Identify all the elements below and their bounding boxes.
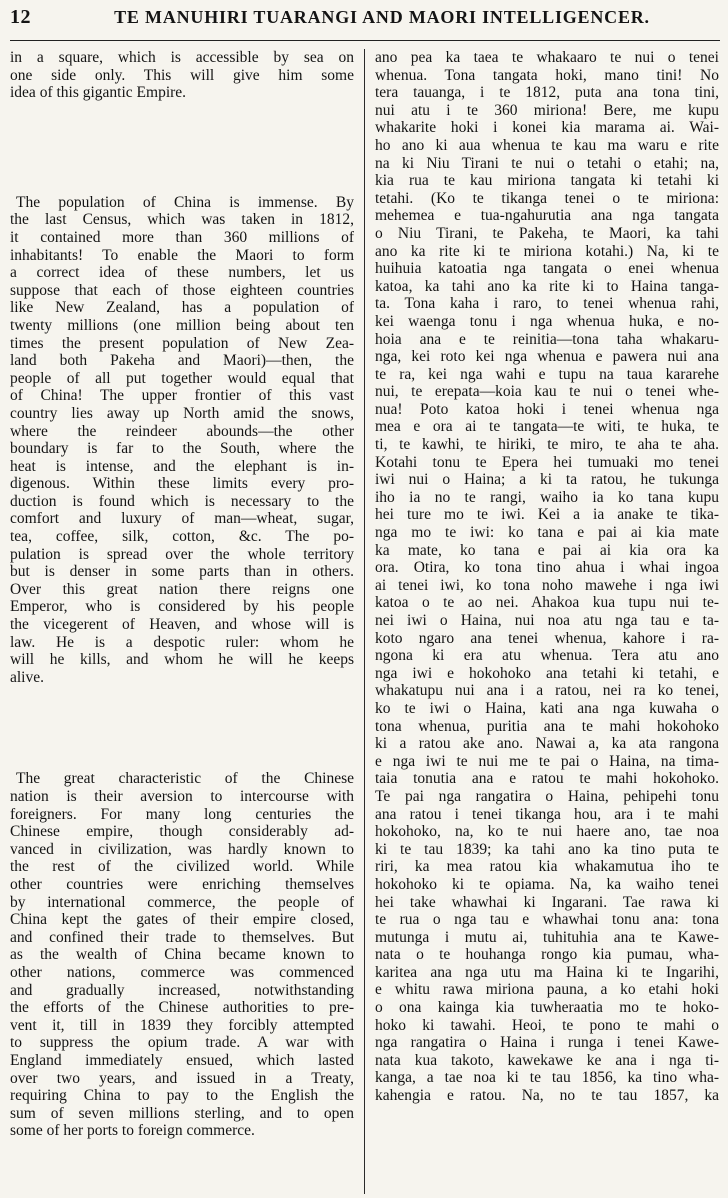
text-line: digenous. Within these limits every pro- xyxy=(10,475,354,493)
running-title: TE MANUHIRI TUARANGI AND MAORI INTELLIGENCER. xyxy=(114,7,650,27)
text-line: The great characteristic of the Chinese xyxy=(16,770,354,788)
text-line: idea of this gigantic Empire. xyxy=(10,84,187,102)
text-line: duction is found which is necessary to the xyxy=(10,492,354,510)
text-line: hokohoko ki te opiama. Na, ka waiho tenei xyxy=(375,875,719,893)
text-line: vent it, till in 1839 they forcibly attempted xyxy=(10,1016,354,1034)
text-line: tera tauanga, i te 1812, puta ana tona tini, xyxy=(375,84,719,102)
text-line: kia rua te kau miriona tangata ki tetahi ki xyxy=(375,172,719,190)
text-line: and confined their trade to themselves. But xyxy=(10,928,354,946)
text-line: inhabitants! To enable the Maori to form xyxy=(10,246,354,264)
text-line: in a square, which is accessible by sea on xyxy=(10,49,354,66)
text-line: foreigners. For many long centuries the xyxy=(10,805,354,823)
text-line: ki te tau 1839; ka tahi ano ka tino puta te xyxy=(375,840,719,858)
text-line: kei waenga tonu i nga whenua huka, e no- xyxy=(375,312,719,330)
text-line: taia tonutia ana e ratou te mahi hokohoko. xyxy=(375,770,719,788)
text-line: mea e ora ai te tangata—te witi, te huka, te xyxy=(375,418,719,436)
text-line: ti, te kawhi, te hiriki, te miro, te aha te aha. xyxy=(375,436,719,454)
text-line: Over this great nation there reigns one xyxy=(10,580,354,598)
text-line: heat is intense, and the elephant is in- xyxy=(10,457,354,475)
text-line: kanga, a tae noa ki te tau 1856, ka tino wha- xyxy=(375,1069,719,1087)
text-line: riri, ka mea ratou kia whakamutua iho te xyxy=(375,858,719,876)
english-column xyxy=(10,49,360,1194)
text-line: te ra, kei nga wahi e tupu na taua kararehe xyxy=(375,365,719,383)
text-line: nei iwi o Haina, nui noa atu nga tau e ta- xyxy=(375,612,719,629)
text-line: a correct idea of these numbers, let us xyxy=(10,264,354,282)
text-line: ko te iwi o Haina, kati ana nga kuwaha o xyxy=(375,699,719,717)
text-line: o ona kainga kia tuwheraatia mo te hoko- xyxy=(375,999,719,1017)
text-line: some of her ports to foreign commerce. xyxy=(10,1122,255,1140)
text-line: hei ture mo te iwi. Kei a ia anake te tika- xyxy=(375,506,719,524)
text-line: huihuia katoatia nga tangata o enei whenua xyxy=(375,260,719,278)
text-line: ano ka rite ki te miriona kotahi.) Na, ki te xyxy=(375,242,719,260)
text-line: hoia ana e te reinitia—tona taha whakaru- xyxy=(375,330,719,348)
text-line: nga iwi e hokohoko ana tetahi ki tetahi, e xyxy=(375,664,719,682)
text-line: land both Pakeha and Maori)—then, the xyxy=(10,352,354,370)
text-line: karitea ana nga utu ma Haina ki te Ingarihi, xyxy=(375,963,719,981)
text-line: vanced in civilization, was hardly known to xyxy=(10,840,354,858)
english-paragraph xyxy=(10,49,354,102)
page-header xyxy=(10,6,720,41)
text-line: whenua. Tona tangata hoki, mano tini! No xyxy=(375,66,719,84)
text-line: like New Zealand, has a population of xyxy=(10,299,354,317)
text-line: katoa o te ao nei. Ahakoa kua tupu nui te- xyxy=(375,594,719,612)
text-line: ano pea ka taea te whakaaro te nui o tenei xyxy=(375,49,719,66)
english-paragraph xyxy=(10,770,354,1139)
maori-paragraph xyxy=(375,49,719,1105)
text-line: twenty millions (one million being about ten xyxy=(10,316,354,334)
text-line: nata kua takoto, kawekawe ke ana i nga ti- xyxy=(375,1051,719,1069)
text-line: but is denser in some parts than in others. xyxy=(10,563,354,581)
text-line: ki a ratou ake ano. Nawai a, ka ata rangona xyxy=(375,735,719,753)
text-line: the rest of the civilized world. While xyxy=(10,858,354,876)
text-line: tona whenua, puritia ana te mahi hokohoko xyxy=(375,717,719,735)
text-line: tetahi. (Ko te tikanga tenei o te miriona: xyxy=(375,189,719,207)
maori-column xyxy=(369,49,719,1194)
text-line: nga mo te iwi: ko tana e pai ai kia mate xyxy=(375,524,719,542)
text-line: tea, coffee, silk, cotton, &c. The po- xyxy=(10,528,354,546)
text-line: kahengia e ratou. Na, no te tau 1857, ka xyxy=(375,1087,719,1105)
text-line: to suppress the opium trade. A war with xyxy=(10,1034,354,1052)
text-line: the efforts of the Chinese authorities to pre- xyxy=(10,999,354,1017)
text-line: as the wealth of China became known to xyxy=(10,946,354,964)
text-line: over two years, and issued in a Treaty, xyxy=(10,1069,354,1087)
text-line: hoko ki tawahi. Heoi, te pono te mahi o xyxy=(375,1016,719,1034)
two-column-body xyxy=(10,49,720,1194)
text-line: times the present population of New Zea- xyxy=(10,334,354,352)
paragraph-spacer xyxy=(10,102,354,194)
text-line: katoa, ka tahi ano ka rite ki to Haina tanga- xyxy=(375,277,719,295)
text-line: ta. Tona kaha i raro, to tenei whenua rahi, xyxy=(375,295,719,313)
text-line: nga rangatira o Haina i runga i tenei Kawe- xyxy=(375,1034,719,1052)
text-line: pulation is spread over the whole territory xyxy=(10,545,354,563)
text-line: other countries were enriching themselves xyxy=(10,875,354,893)
text-line: nation is their aversion to intercourse with xyxy=(10,788,354,805)
text-line: mehemea e tua-ngahurutia ana nga tangata xyxy=(375,207,719,225)
text-line: nui atu i te 360 miriona! Bere, me kupu xyxy=(375,101,719,119)
column-rule xyxy=(364,49,365,1194)
text-line: nata o te houhanga rongo kia pumau, wha- xyxy=(375,946,719,964)
text-line: ho ano ki aua whenua te kau ma waru e rite xyxy=(375,136,719,154)
text-line: people of all put together would equal that xyxy=(10,369,354,387)
text-line: e whitu rawa miriona pauna, a ko etahi hoki xyxy=(375,981,719,999)
text-line: boundary is far to the South, where the xyxy=(10,440,354,458)
text-line: Chinese empire, though considerably ad- xyxy=(10,823,354,841)
text-line: England immediately ensued, which lasted xyxy=(10,1051,354,1069)
text-line: whakarite hoki i konei kia marama ai. Wai- xyxy=(375,119,719,137)
text-line: Emperor, who is considered by his people xyxy=(10,598,354,616)
text-line: will he kills, and whom he will he keeps xyxy=(10,651,354,669)
text-line: other nations, commerce was commenced xyxy=(10,963,354,981)
text-line: where the reindeer abounds—the other xyxy=(10,422,354,440)
english-paragraph xyxy=(10,194,354,687)
text-line: Te pai nga rangatira o Haina, pehipehi tonu xyxy=(375,787,719,805)
text-line: te rua o nga tau e whawhai tonu ana: tona xyxy=(375,911,719,929)
text-line: ora. Otira, ko tona tino ahua i whai ingoa xyxy=(375,559,719,577)
page-number: 12 xyxy=(10,6,31,28)
text-line: by international commerce, the people of xyxy=(10,893,354,911)
text-line: ngona ki era atu whenua. Tera atu ano xyxy=(375,647,719,665)
text-line: suppose that each of those eighteen countries xyxy=(10,281,354,299)
text-line: one side only. This will give him some xyxy=(10,66,354,84)
text-line: the vicegerent of Heaven, and whose will is xyxy=(10,616,354,634)
text-line: hokohoko, na, ko te nui haere ano, tae noa xyxy=(375,823,719,841)
text-line: nga, kei roto kei nga whenua e pawera nui ana xyxy=(375,348,719,366)
text-line: hei take whawhai ki Ingarani. Tae rawa ki xyxy=(375,893,719,911)
text-line: the last Census, which was taken in 1812, xyxy=(10,211,354,229)
text-line: ka mate, ko tana e pai ai kia ora ka xyxy=(375,541,719,559)
text-line: sum of seven millions sterling, and to open xyxy=(10,1104,354,1122)
text-line: o Niu Tirani, te Pakeha, te Maori, ka tahi xyxy=(375,224,719,242)
text-line: it contained more than 360 millions of xyxy=(10,228,354,246)
paragraph-spacer xyxy=(10,686,354,770)
text-line: of China! The upper frontier of this vast xyxy=(10,387,354,405)
text-line: alive. xyxy=(10,668,44,686)
text-line: e nga iwi te nui me te pai o Haina, na tima- xyxy=(375,752,719,770)
text-line: comfort and luxury of man—wheat, sugar, xyxy=(10,510,354,528)
text-line: law. He is a despotic ruler: whom he xyxy=(10,633,354,651)
text-line: The population of China is immense. By xyxy=(16,193,354,211)
text-line: na ki Niu Tirani te nui o tetahi o etahi; na, xyxy=(375,154,719,172)
text-line: ana ratou i tenei tikanga hou, ara i te mahi xyxy=(375,805,719,823)
text-line: nui, te erepata—koia kau te nui o tenei whe- xyxy=(375,383,719,401)
text-line: whakatupu nui ana i a ratou, nei ra ko tenei, xyxy=(375,682,719,700)
text-line: nua! Poto katoa hoki i tenei whenua nga xyxy=(375,400,719,418)
text-line: requiring China to pay to the English the xyxy=(10,1087,354,1105)
text-line: koto ngaro ana tenei whenua, kahore i ra- xyxy=(375,629,719,647)
text-line: iho ia no te rangi, waiho ia ko tana kupu xyxy=(375,488,719,506)
text-line: China kept the gates of their empire closed, xyxy=(10,911,354,929)
text-line: country lies away up North amid the snows, xyxy=(10,404,354,422)
text-line: and gradually increased, notwithstanding xyxy=(10,981,354,999)
text-line: iwi nui o Haina; a ki ta ratou, he tukunga xyxy=(375,471,719,489)
text-line: Kotahi tonu te Epera hei tumuaki mo tenei xyxy=(375,453,719,471)
text-line: ai tenei iwi, ko tona noho mawehe i nga iwi xyxy=(375,576,719,594)
text-line: mutunga i mutu ai, tuhituhia ana te Kawe- xyxy=(375,928,719,946)
